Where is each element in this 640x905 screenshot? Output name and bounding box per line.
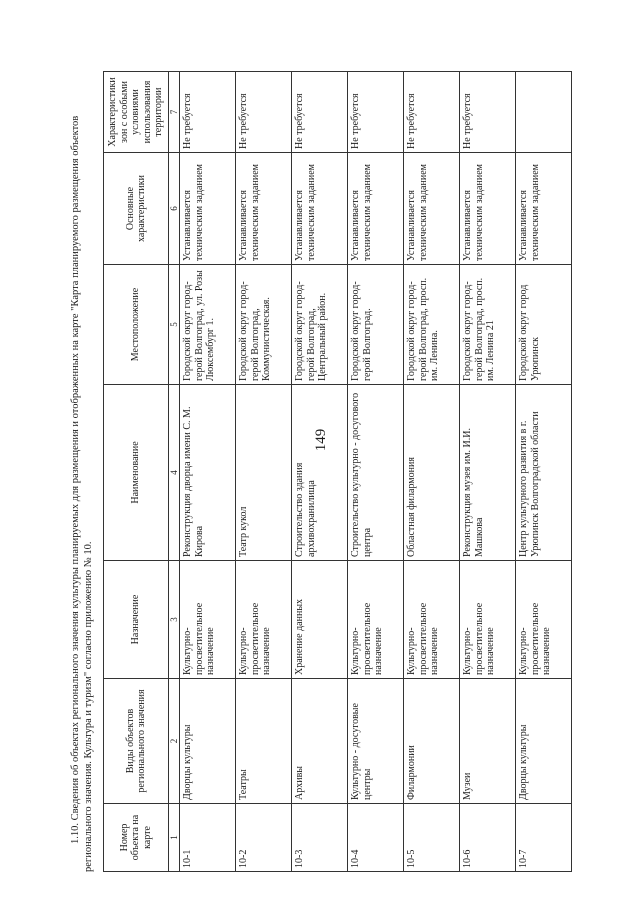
table-row [516,72,572,872]
object-type: Архивы [292,679,348,804]
location: Городской округ город-герой Волгоград, просп. им. Ленина. [404,265,460,385]
heading-line-1: 1.10. Сведения об объектах регионального значения культуры планируемых для размещения и отображенных на карте "Карта планируемого размещения [70,158,81,844]
location: Городской округ город-герой Волгоград, ул. Розы Люксембург 1. [180,265,236,385]
column-header: Номер объекта на карте [104,804,169,872]
purpose: Культурно-просветительное назначение [348,561,404,679]
location: Городской округ город Урюпинск [516,265,572,385]
table-row [292,72,348,872]
location: Городской округ город-герой Волгоград. [348,265,404,385]
purpose: Культурно-просветительное назначение [460,561,516,679]
main-characteristics: Устанавливается техническим заданием [516,153,572,265]
zone-characteristics: Не требуется [460,72,516,153]
object-name: Центр культурного развития в г. Урюпинск Волгоградской области [516,385,572,561]
table-row [460,72,516,872]
table-row [180,72,236,872]
column-number: 3 [169,561,180,679]
object-number: 10-6 [460,804,516,872]
main-characteristics: Устанавливается техническим заданием [460,153,516,265]
object-number: 10-1 [180,804,236,872]
heading-line-2: объектов регионального значения. Культура и туризм" согласно приложению № 10. [70,115,94,872]
location: Городской округ город-герой Волгоград, Коммунистическая. [236,265,292,385]
table-row [236,72,292,872]
rotated-page-content [70,42,610,872]
purpose: Культурно-просветительное назначение [516,561,572,679]
column-header: Назначение [104,561,169,679]
column-header: Местоположение [104,265,169,385]
column-header: Характеристики зон с особыми условиями использования территории [104,72,169,153]
main-characteristics: Устанавливается техническим заданием [292,153,348,265]
object-number: 10-2 [236,804,292,872]
regional-culture-objects-table [103,71,572,872]
column-number: 6 [169,153,180,265]
main-characteristics: Устанавливается техническим заданием [236,153,292,265]
column-header: Основные характеристики [104,153,169,265]
column-header: Виды объектов регионального значения [104,679,169,804]
object-name: Строительство культурно - досугового центра [348,385,404,561]
object-name: Реконструкция дворца имени С. М. Кирова [180,385,236,561]
column-header: Наименование [104,385,169,561]
location: Городской округ город-герой Волгоград, просп. им. Ленина 21 [460,265,516,385]
page-number: 149 [313,428,329,452]
column-number: 2 [169,679,180,804]
column-number: 5 [169,265,180,385]
purpose: Культурно-просветительное назначение [180,561,236,679]
object-name: Областная филармония [404,385,460,561]
section-heading [70,72,95,872]
object-type: Театры [236,679,292,804]
main-characteristics: Устанавливается техническим заданием [348,153,404,265]
main-characteristics: Устанавливается техническим заданием [180,153,236,265]
zone-characteristics [516,72,572,153]
object-number: 10-7 [516,804,572,872]
object-name: Реконструкция музея им. И.И. Машкова [460,385,516,561]
object-name: Театр кукол [236,385,292,561]
column-number: 7 [169,72,180,153]
zone-characteristics: Не требуется [236,72,292,153]
object-type: Культурно - досуговые центры [348,679,404,804]
table-row [348,72,404,872]
object-name: Строительство здания архивохранилища [292,385,348,561]
column-number: 4 [169,385,180,561]
object-type: Филармонии [404,679,460,804]
object-number: 10-4 [348,804,404,872]
object-type: Дворцы культуры [516,679,572,804]
purpose: Культурно-просветительное назначение [236,561,292,679]
column-number: 1 [169,804,180,872]
zone-characteristics: Не требуется [348,72,404,153]
object-type: Дворцы культуры [180,679,236,804]
zone-characteristics: Не требуется [404,72,460,153]
zone-characteristics: Не требуется [292,72,348,153]
table-header-row [104,72,169,872]
column-number-row [169,72,180,872]
purpose: Культурно-просветительное назначение [404,561,460,679]
table-row [404,72,460,872]
object-number: 10-5 [404,804,460,872]
object-type: Музеи [460,679,516,804]
purpose: Хранение данных [292,561,348,679]
main-characteristics: Устанавливается техническим заданием [404,153,460,265]
object-number: 10-3 [292,804,348,872]
zone-characteristics: Не требуется [180,72,236,153]
location: Городской округ город-герой Волгоград, Центральный район. [292,265,348,385]
